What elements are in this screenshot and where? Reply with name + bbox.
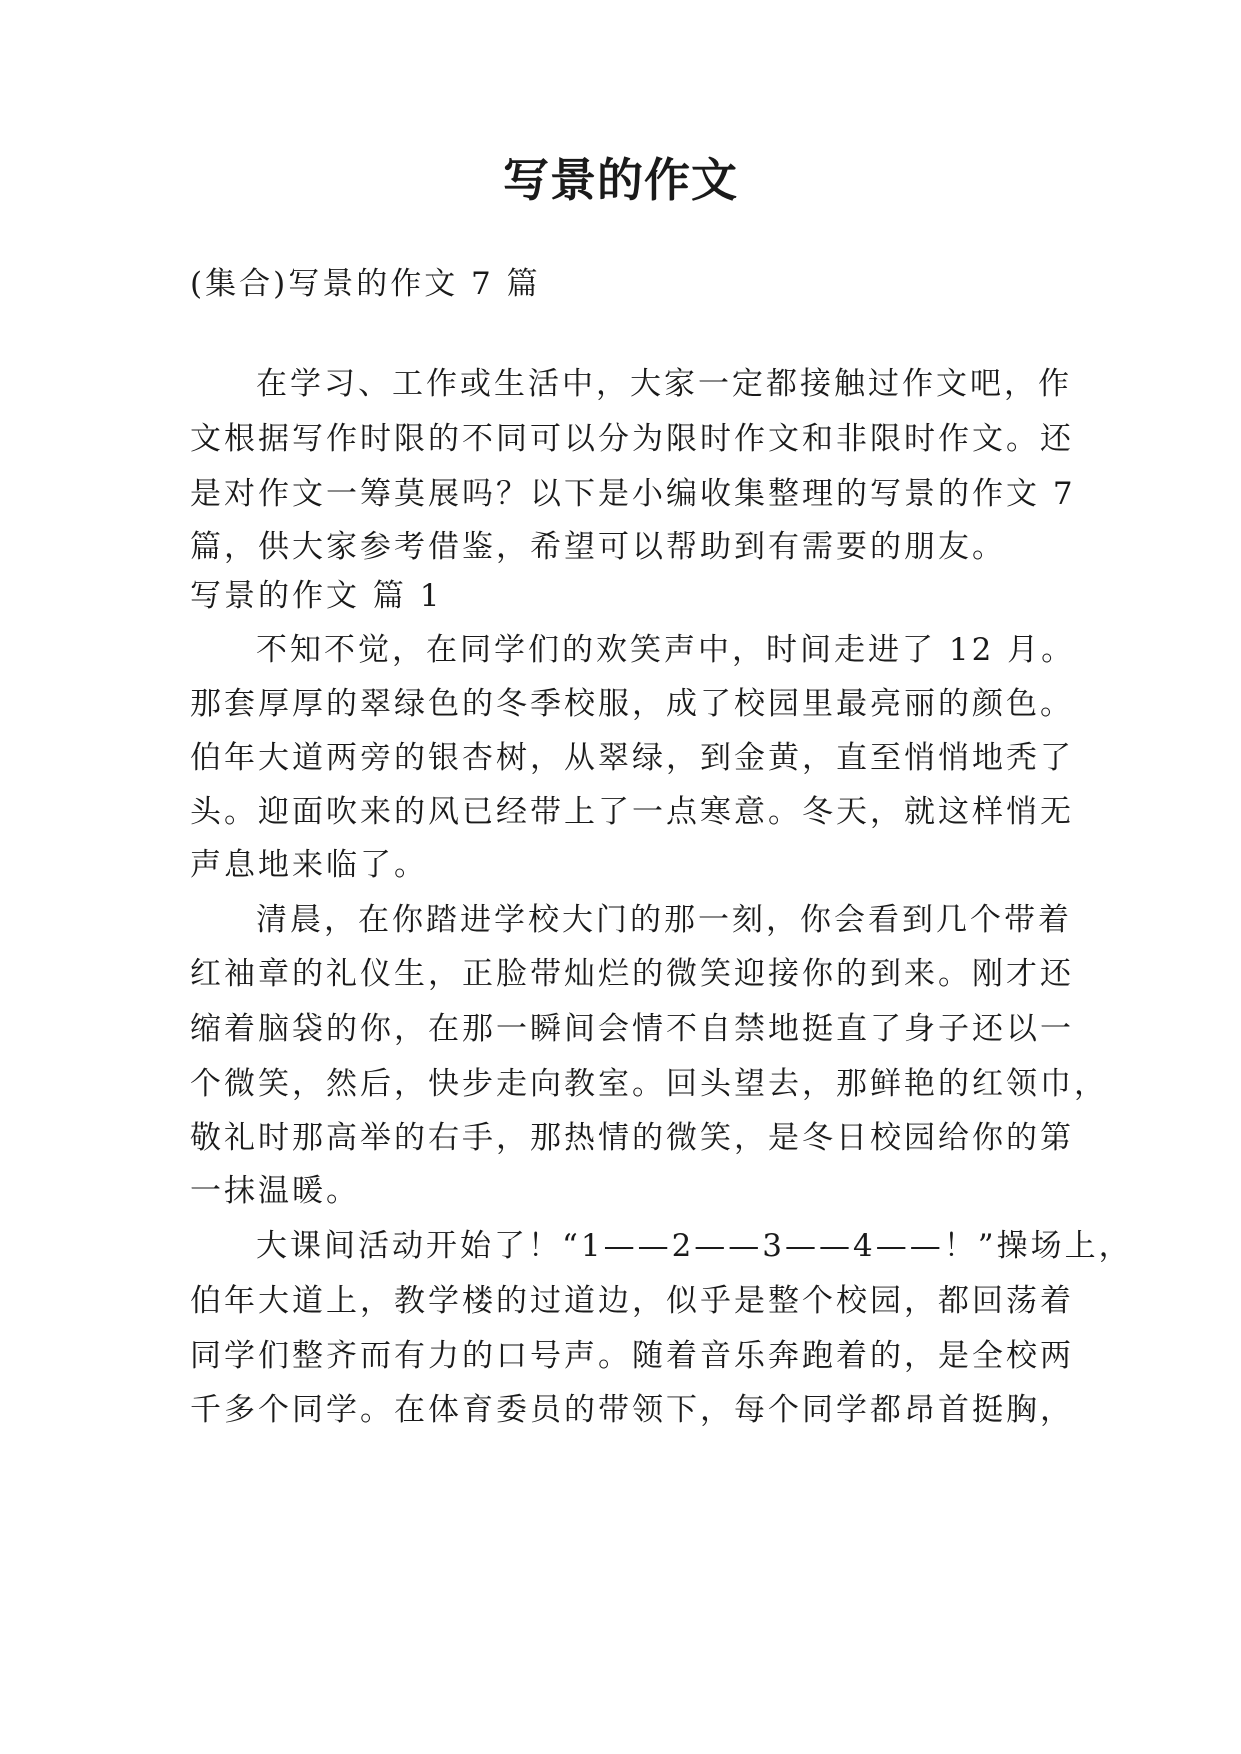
paragraph-line: 一抹温暖。 <box>190 1173 360 1209</box>
intro-line: 是对作文一筹莫展吗？以下是小编收集整理的写景的作文 7 <box>190 476 1076 512</box>
section-heading: 写景的作文 篇 1 <box>190 578 443 614</box>
paragraph-line: 伯年大道两旁的银杏树，从翠绿，到金黄，直至悄悄地秃了 <box>190 740 1074 776</box>
document-title: 写景的作文 <box>503 153 738 207</box>
paragraph-line: 同学们整齐而有力的口号声。随着音乐奔跑着的，是全校两 <box>190 1338 1074 1374</box>
paragraph-line: 伯年大道上，教学楼的过道边，似乎是整个校园，都回荡着 <box>190 1283 1074 1319</box>
intro-line: 在学习、工作或生活中，大家一定都接触过作文吧，作 <box>256 366 1072 402</box>
paragraph-line: 声息地来临了。 <box>190 847 428 883</box>
subtitle: (集合)写景的作文 7 篇 <box>190 266 541 302</box>
paragraph-line: 千多个同学。在体育委员的带领下，每个同学都昂首挺胸， <box>190 1392 1074 1428</box>
intro-line: 篇，供大家参考借鉴，希望可以帮助到有需要的朋友。 <box>190 529 1006 565</box>
paragraph-line: 个微笑，然后，快步走向教室。回头望去，那鲜艳的红领巾， <box>190 1066 1108 1102</box>
paragraph-line: 清晨，在你踏进学校大门的那一刻，你会看到几个带着 <box>256 902 1072 938</box>
paragraph-line: 头。迎面吹来的风已经带上了一点寒意。冬天，就这样悄无 <box>190 794 1074 830</box>
paragraph-line: 大课间活动开始了！“1——2——3——4——！”操场上， <box>256 1228 1133 1264</box>
intro-line: 文根据写作时限的不同可以分为限时作文和非限时作文。还 <box>190 421 1074 457</box>
paragraph-line: 敬礼时那高举的右手，那热情的微笑，是冬日校园给你的第 <box>190 1120 1074 1156</box>
paragraph-line: 不知不觉，在同学们的欢笑声中，时间走进了 12 月。 <box>256 632 1076 668</box>
paragraph-line: 红袖章的礼仪生，正脸带灿烂的微笑迎接你的到来。刚才还 <box>190 956 1074 992</box>
paragraph-line: 缩着脑袋的你，在那一瞬间会情不自禁地挺直了身子还以一 <box>190 1011 1074 1047</box>
paragraph-line: 那套厚厚的翠绿色的冬季校服，成了校园里最亮丽的颜色。 <box>190 686 1074 722</box>
